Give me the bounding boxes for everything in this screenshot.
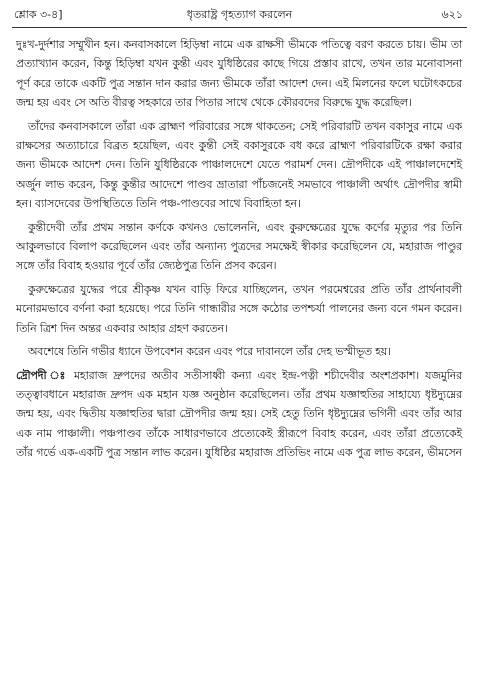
paragraph-kurukshetra: কুরুক্ষেত্রের যুদ্ধের পরে শ্রীকৃষ্ণ যখন বাড়ি ফিরে যাচ্ছিলেন, তখন পরমেশ্বরের প্রতি তাঁর প্রার্থনাবলী মনোরমভাবে বর্ণনা করা হয়েছে। পরে তিনি গান্ধারীর সঙ্গে কঠোর তপশ্চর্যা পালনের জন্য বনে গমন করেন। তিনি ত্রিশ দিন অন্তর একবার আহার গ্রহণ করতেন। (16, 282, 462, 335)
paragraph-bakasura: তাঁদের কনবাসকালে তাঁরা এক ব্রাহ্মণ পরিবারের সঙ্গে থাকতেন; সেই পরিবারটি তখন বকাসুর নামে এক রাক্ষসের অত্যাচারে বিব্রত হয়েছিল, এবং কুন্তী সেই বকাসুরকে বধ করে ব্রাহ্মণ পরিবারটিকে রক্ষা করার জন্য ভীমকে আদেশ দেন। তিনি যুধিষ্ঠিরকে পাঞ্চালদেশে যেতে পরামর্শ দেন। দ্রৌপদীকে এই পাঞ্চালদেশেই অর্জুন লাভ করেন, কিন্তু কুন্তীর আদেশে পাণ্ডব ভ্রাতারা পাঁচজনেই সমভাবে পাঞ্চালী অর্থাৎ দ্রৌপদীর স্বামী হন। ব্যাসদেবের উপস্থিতিতে তিনি পঞ্চ-পাণ্ডবের সাথে বিবাহিতা হন। (16, 119, 462, 211)
page-number: ৬২১ (441, 8, 463, 21)
page-body (16, 35, 462, 467)
definition-term: দ্রৌপদী ঃ (16, 368, 68, 382)
header-divider (12, 27, 467, 28)
definition-draupadi (16, 366, 462, 463)
paragraph-hidimba: দুঃখ-দুর্দশার সম্মুখীন হন। কনবাসকালে হিড়িম্বা নামে এক রাক্ষসী ভীমকে পতিত্বে বরণ করতে চায়। ভীম তা প্রত্যাখ্যান করেন, কিন্তু হিড়িম্বা যখন কুন্তী এবং যুধিষ্ঠিরের কাছে গিয়ে প্রস্তাব রাখে, তখন তার মনোবাসনা পূর্ণ করে তাকে একটি পুত্র সন্তান দান করার জন্য ভীমকে তাঁরা আদেশ দেন। এই মিলনের ফলে ঘটোৎকচের জন্ম হয় এবং সে অতি বীরত্ব সহকারে তার পিতার সাথে থেকে কৌরবদের বিরুদ্ধে যুদ্ধ করেছিল। (16, 38, 462, 110)
verse-reference: শ্লোক ৩-৪] (14, 8, 63, 21)
chapter-title: ধৃতরাষ্ট্র গৃহত্যাগ করলেন (186, 8, 293, 21)
paragraph-karna: কুন্তীদেবী তাঁর প্রথম সন্তান কর্ণকে কখনও ভোলেননি, এবং কুরুক্ষেত্রের যুদ্ধে কর্ণের মৃত্যুর পর তিনি আকুলভাবে বিলাপ করেছিলেন এবং তাঁর অন্যান্য পুত্রদের সমক্ষেই স্বীকার করেছিলেন যে, মহারাজ পাণ্ডুর সঙ্গে তাঁর বিবাহ হওয়ার পূর্বে তাঁর জ্যেষ্ঠপুত্র তিনি প্রসব করেন। (16, 220, 462, 273)
definition-text: মহারাজ দ্রুপদের অতীব সতীসাধ্বী কন্যা এবং ইন্দ্র-পত্নী শচীদেবীর অংশপ্রকাশ। যজমুনির তত্ত্বাবধানে মহারাজ দ্রুপদ এক মহান যজ্ঞ অনুষ্ঠান করেছিলেন। তাঁর প্রথম যজ্ঞাহুতির সাহায্যে ধৃষ্টদ্যুম্নের জন্ম হয়, এবং দ্বিতীয় যজ্ঞাহুতির দ্বারা দ্রৌপদীর জন্ম হয়। সেই হেতু তিনি ধৃষ্টদ্যুম্নের ভগিনী এবং তাঁর আর এক নাম পাঞ্চালী। পঞ্চপাণ্ডব তাঁকে সাধারণভাবে প্রত্যেকেই স্ত্রীরূপে বিবাহ করেন, এবং তাঁরা প্রত্যেকেই তাঁর গর্ভে এক-একটি পুত্র সন্তান লাভ করেন। যুধিষ্ঠির মহারাজ প্রতিভিং নামে এক পুত্র লাভ করেন, ভীমসেন (16, 368, 462, 460)
paragraph-meditation: অবশেষে তিনি গভীর ধ্যানে উপবেশন করেন এবং পরে দাবানলে তাঁর দেহ ভস্মীভূত হয়। (28, 345, 391, 359)
